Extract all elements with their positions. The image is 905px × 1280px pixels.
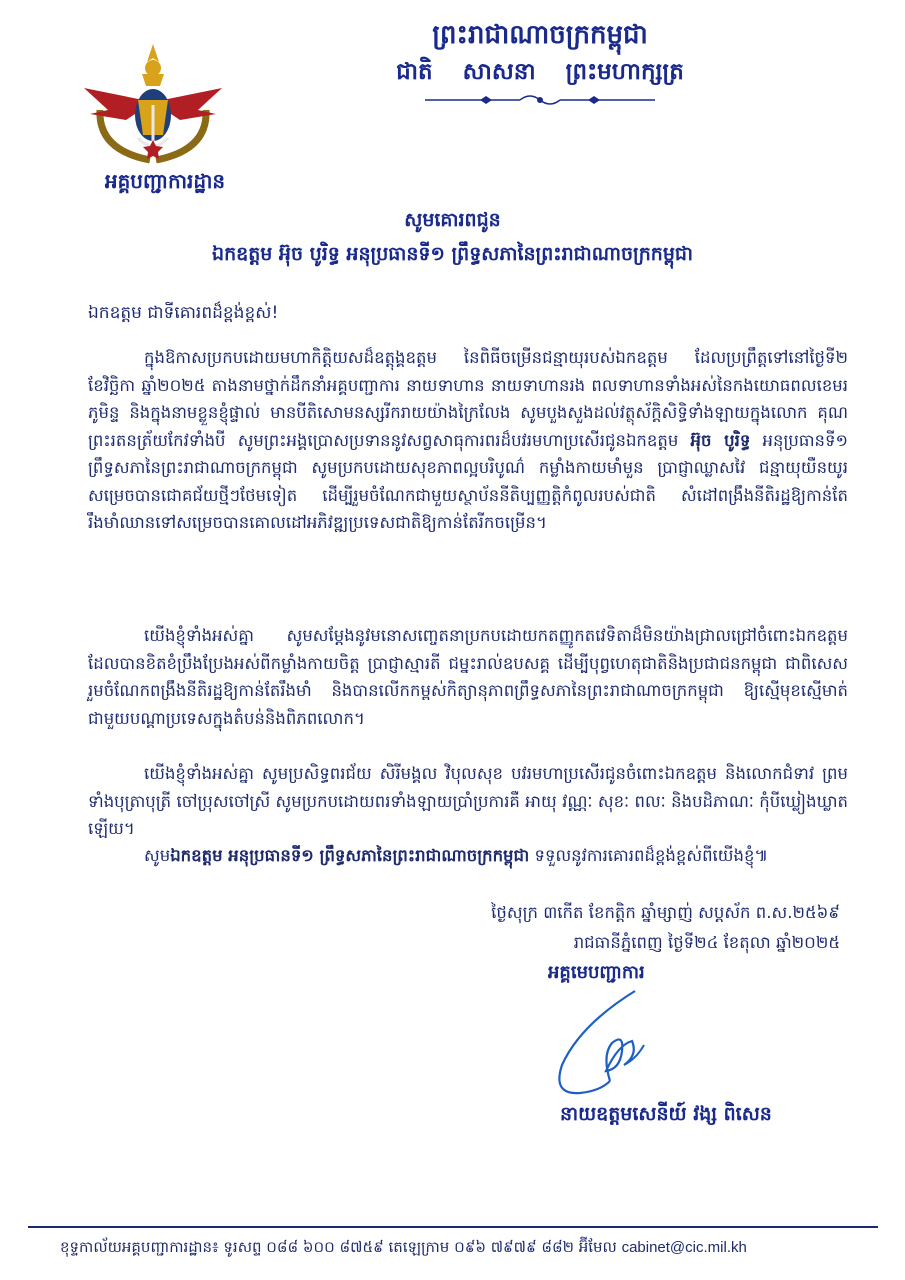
paragraph-4-bold: ឯកឧត្តម អនុប្រធានទី១ ព្រឹទ្ធសភានៃព្រះរាជាណាចក្រកម្ពុជា [170, 846, 530, 865]
paragraph-1-text-a: ក្នុងឱកាសប្រកបដោយមហាកិត្តិយសដ៏ឧត្តុង្គឧត្តម នៃពិធីចម្រើនជន្មាយុរបស់ឯកឧត្តម ដែលប្រព្រឹត្តទៅនៅថ្ងៃទី២ ខែវិច្ឆិកា ឆ្នាំ២០២៥ តាងនាមថ្នាក់ដឹកនាំអគ្គបញ្ជាការ នាយទាហាន នាយទាហានរង ពលទាហានទាំងអស់នៃកងយោធពលខេមរភូមិន្ទ និងក្នុងនាមខ្លួនខ្ញុំផ្ទាល់ មានបីតិសោមនស្សរីករាយយ៉ាងក្រៃលែង សូមបួងសួងដល់វត្ថុស័ក្តិសិទ្ធិទាំងឡាយក្នុងលោក គុណព្រះរតនត្រ័យកែវទាំងបី សូមព្រះអង្គប្រោសប្រទាននូវសព្វសាធុការពរដ៏បវរមហាប្រសើរជូនឯកឧត្តម [88, 348, 848, 450]
footer-contact-text: ខុទ្ទកាល័យអគ្គបញ្ជាការដ្ឋាន៖ ទូរសព្ទ ០៨៨ ៦០០ ៨៧៥៩ តេឡេក្រាម ០៩៦ ៧៩៧៩ ៨៨២ អ៊ីមែល [60, 1238, 622, 1256]
signer-title: អគ្គមេបញ្ជាការ [548, 962, 645, 983]
date-solar: រាជធានីភ្នំពេញ ថ្ងៃទី២៤ ខែតុលា ឆ្នាំ២០២៥ [573, 933, 840, 952]
footer-divider [28, 1226, 878, 1228]
handwritten-signature [540, 985, 680, 1105]
kingdom-title: ព្រះរាជាណាចក្រកម្ពុជា [432, 20, 648, 50]
paragraph-1-text-b: អនុប្រធានទី១ ព្រឹទ្ធសភានៃព្រះរាជាណាចក្រកម្ពុជា សូមប្រកបដោយសុខភាពល្អបរិបូណ៌ កម្លាំងកាយមាំមួន ប្រាជ្ញាឈ្លាសវៃ ជន្មាយុយឺនយូរ សម្រេចបានជោគជ័យថ្មីៗថែមទៀត ដើម្បីរួមចំណែកជាមួយស្ថាប័ននីតិប្បញ្ញត្តិកំពូលរបស់ជាតិ សំដៅពង្រឹងនីតិរដ្ឋឱ្យកាន់តែរឹងមាំឈានទៅសម្រេចបានគោលដៅអភិវឌ្ឍប្រទេសជាតិឱ្យកាន់តែរីកចម្រើន។ [88, 430, 848, 532]
paragraph-4 [88, 842, 848, 870]
national-motto: ជាតិ សាសនា ព្រះមហាក្សត្រ [396, 59, 684, 85]
date-lunar: ថ្ងៃសុក្រ ៣កើត ខែកត្តិក ឆ្នាំម្សាញ់ សប្តស័ក ព.ស.២៥៦៩ [491, 903, 840, 922]
addressee-heading: ឯកឧត្តម អ៊ុច បូរិទ្ធ អនុប្រធានទី១ ព្រឹទ្ធសភានៃព្រះរាជាណាចក្រកម្ពុជា [212, 243, 693, 265]
paragraph-4-text-b: ទទួលនូវការគោរពដ៏ខ្ពង់ខ្ពស់ពីយើងខ្ញុំ៕ [529, 846, 769, 865]
ornament-divider-icon [420, 92, 660, 108]
paragraph-2: យើងខ្ញុំទាំងអស់គ្នា សូមសម្តែងនូវមនោសញ្ចេតនាប្រកបដោយកតញ្ញូកតវេទិតាដ៏មិនយ៉ាងជ្រាលជ្រៅចំពោះឯកឧត្តម ដែលបានខិតខំប្រឹងប្រែងអស់ពីកម្លាំងកាយចិត្ត ប្រាជ្ញាស្មារតី ជម្នះរាល់ឧបសគ្គ ដើម្បីបុព្វហេតុជាតិនិងប្រជាជនកម្ពុជា ជាពិសេសរួមចំណែកពង្រឹងនីតិរដ្ឋឱ្យកាន់តែរឹងមាំ និងបានលើកកម្ពស់កិត្យានុភាពព្រឹទ្ធសភានៃព្រះរាជាណាចក្រកម្ពុជា ឱ្យស្មើមុខស្មើមាត់ជាមួយបណ្តាប្រទេសក្នុងតំបន់និងពិភពលោក។ [88, 626, 848, 728]
footer-email-link[interactable]: cabinet@cic.mil.kh [621, 1239, 747, 1256]
paragraph-1-name: អ៊ុច បូរិទ្ធ [690, 430, 751, 450]
paragraph-1 [88, 344, 848, 537]
military-emblem-logo [78, 40, 228, 165]
footer-contact [60, 1238, 890, 1260]
salutation: ឯកឧត្តម ជាទីគោរពដ៏ខ្ពង់ខ្ពស់! [88, 303, 279, 323]
greeting-heading: សូមគោរពជូន [404, 209, 501, 231]
paragraph-3: យើងខ្ញុំទាំងអស់គ្នា សូមប្រសិទ្ធពរជ័យ សិរីមង្គល វិបុលសុខ បវរមហាប្រសើរជូនចំពោះឯកឧត្តម និងលោកជំទាវ ព្រមទាំងបុត្រាបុត្រី ចៅប្រុសចៅស្រី សូមប្រកបដោយពរទាំងឡាយប្រាំប្រការគឺ អាយុ វណ្ណៈ សុខៈ ពលៈ និងបដិភាណៈ កុំបីឃ្លៀងឃ្លាតឡើយ។ [88, 764, 848, 838]
paragraph-4-text-a: សូម [144, 846, 171, 865]
organization-name: អគ្គបញ្ជាការដ្ឋាន [104, 169, 226, 193]
signer-name: នាយឧត្តមសេនីយ៍ វង្ស ពិសេន [560, 1103, 772, 1125]
